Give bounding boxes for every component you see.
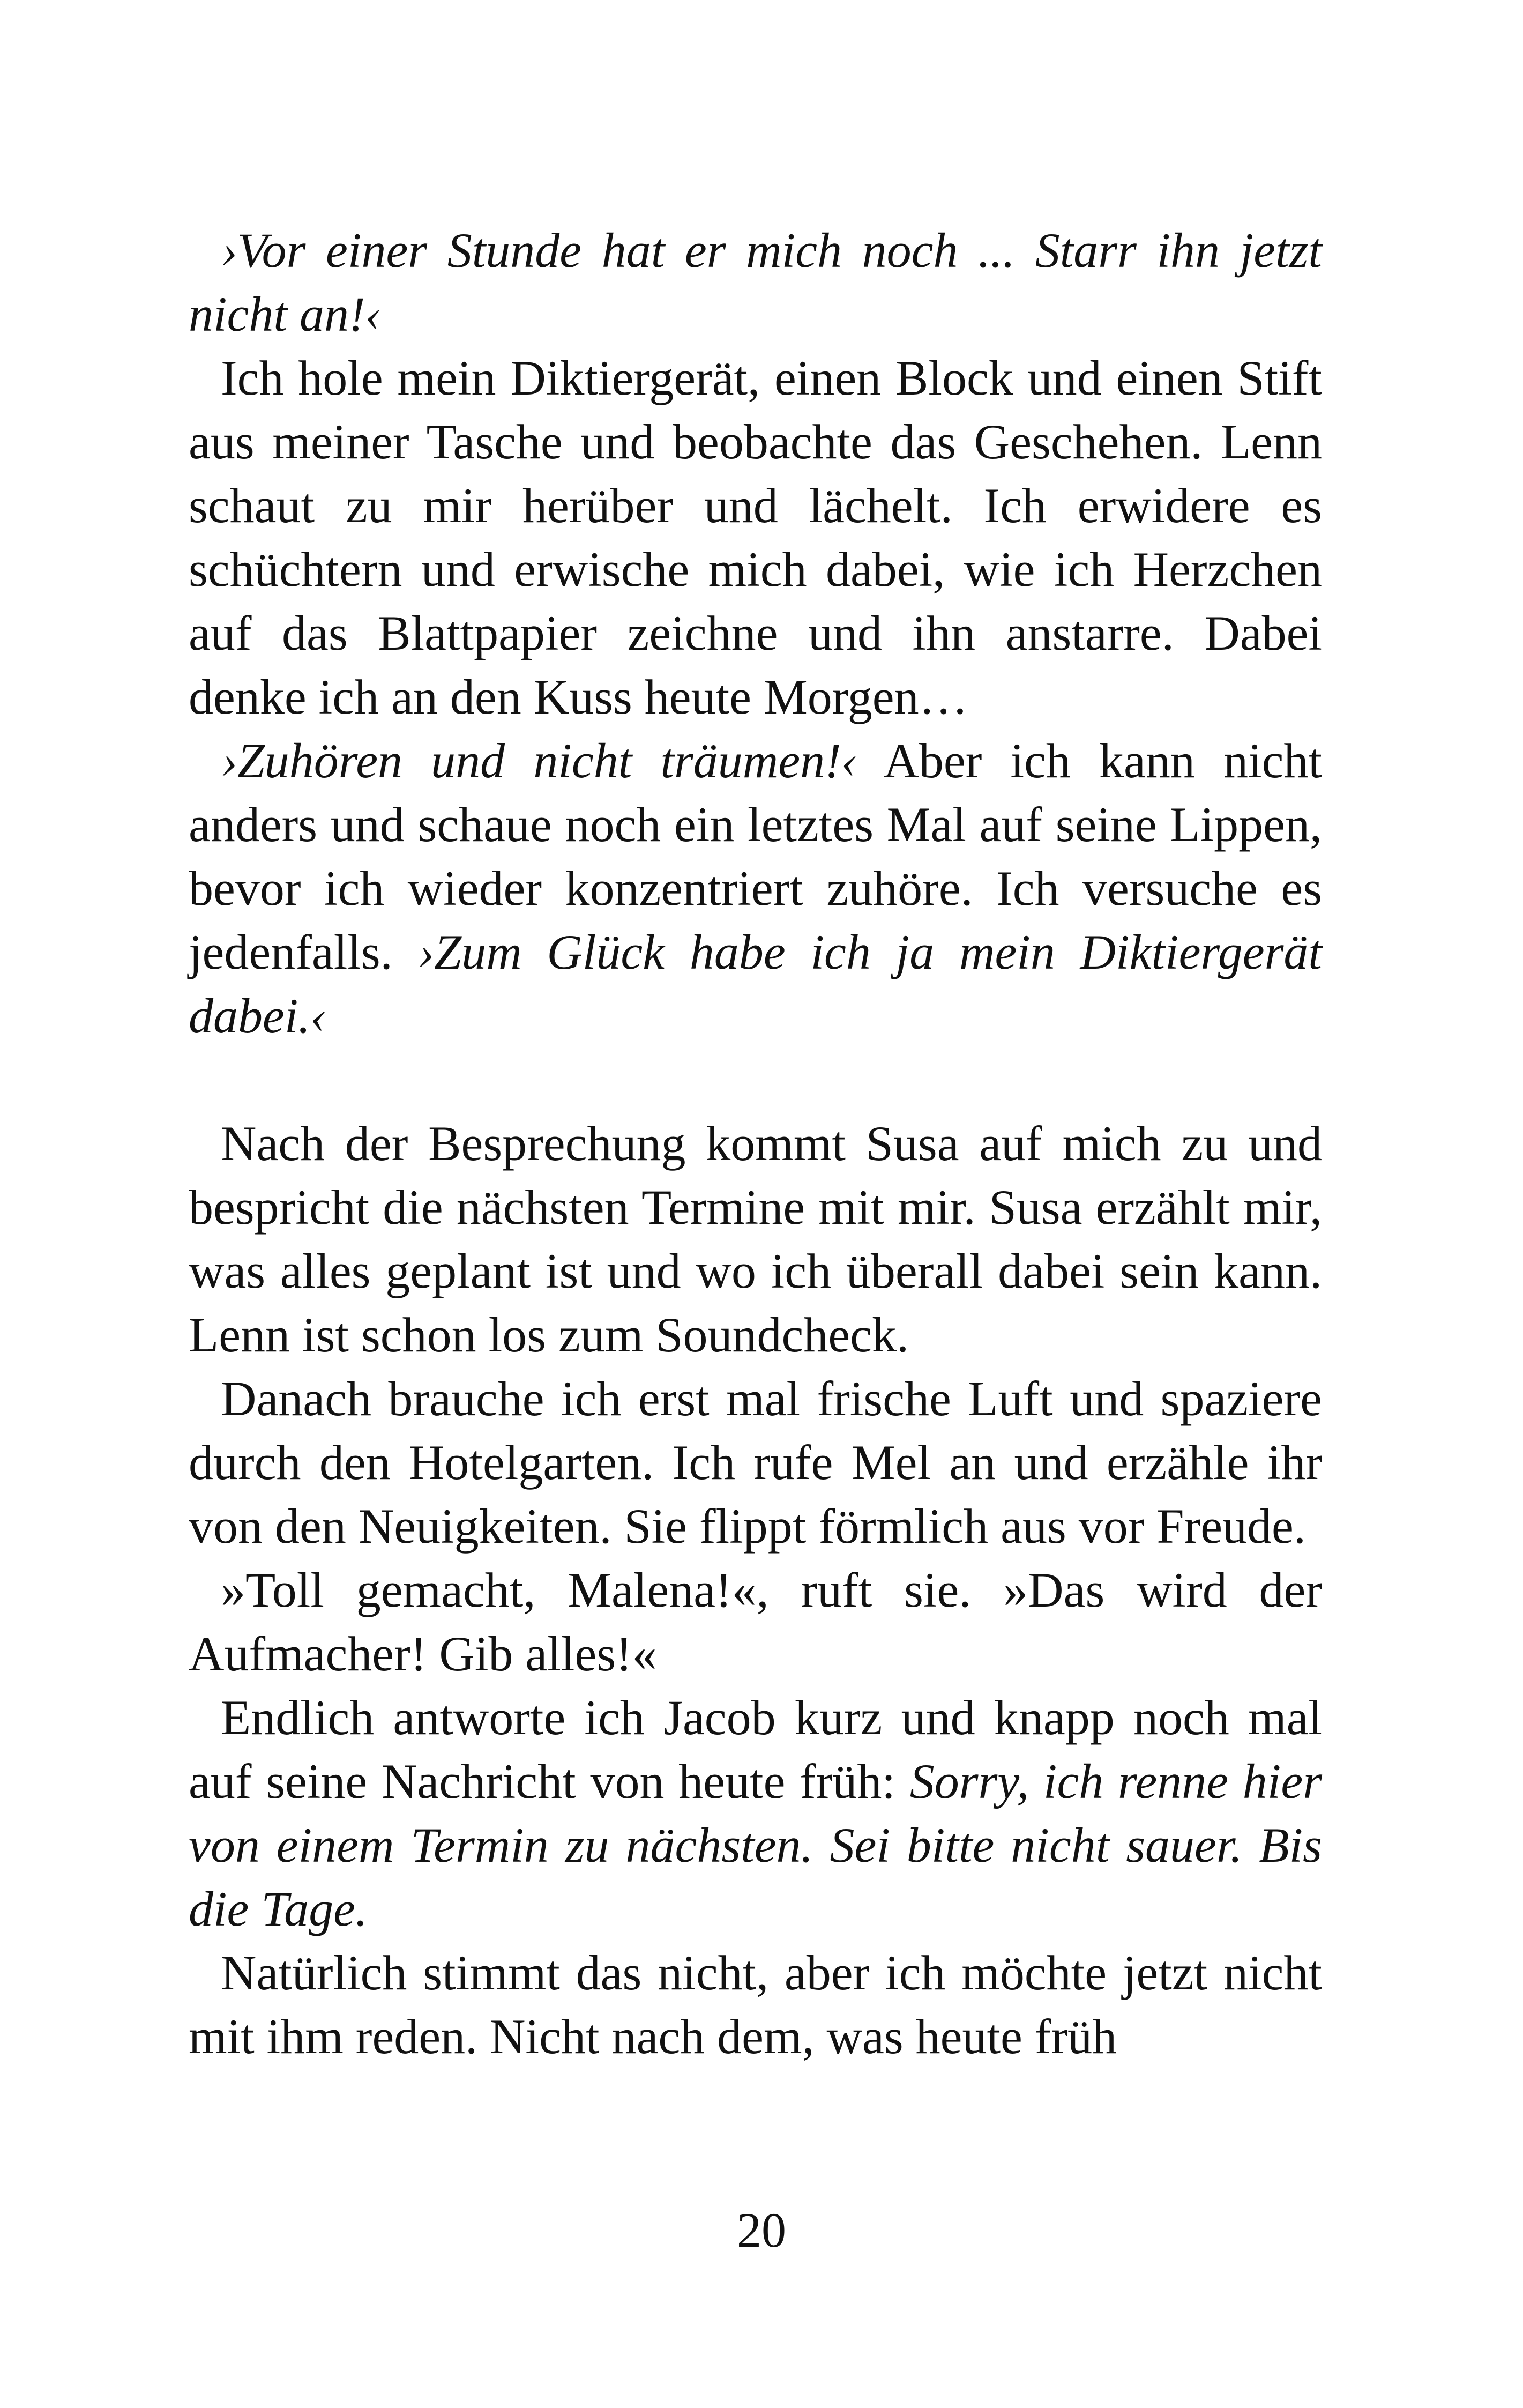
narrative-text: Aber ich kann nicht anders und schaue noch ein letztes Mal auf seine Lippen, bevor ich wieder konzentriert zuhöre. Ich versuche es jedenfalls.	[189, 733, 1322, 979]
paragraph-8	[189, 1941, 1322, 2069]
paragraph-6	[189, 1558, 1322, 1686]
narrative-text: Endlich antworte ich Jacob kurz und knapp noch mal auf seine Nachricht von heute früh:	[189, 1690, 1322, 1809]
narrative-text: Nach der Besprechung kommt Susa auf mich zu und bespricht die nächsten Termine mit mir. Susa erzählt mir, was alles geplant ist und wo ich überall dabei sein kann. Lenn ist schon los zum Soundcheck.	[189, 1116, 1322, 1362]
paragraph-5	[189, 1367, 1322, 1558]
inner-thought-text: ›Zuhören und nicht träumen!‹	[221, 733, 858, 788]
body-text	[189, 219, 1322, 2069]
section-break	[189, 1048, 1322, 1112]
narrative-text: Danach brauche ich erst mal frische Luft und spaziere durch den Hotelgarten. Ich rufe Mel an und erzähle ihr von den Neuigkeiten. Sie flippt förmlich aus vor Freude.	[189, 1371, 1322, 1554]
paragraph-1	[189, 219, 1322, 346]
inner-thought-text: ›Vor einer Stunde hat er mich noch ... Starr ihn jetzt nicht an!‹	[189, 223, 1322, 341]
inner-thought-text: ›Zum Glück habe ich ja mein Diktiergerät dabei.‹	[189, 925, 1322, 1043]
narrative-text: Natürlich stimmt das nicht, aber ich möchte jetzt nicht mit ihm reden. Nicht nach dem, was heute früh	[189, 1945, 1322, 2064]
narrative-text: Ich hole mein Diktiergerät, einen Block und einen Stift aus meiner Tasche und beobachte das Geschehen. Lenn schaut zu mir herüber und lächelt. Ich erwidere es schüchtern und erwische mich dabei, wie ich Herzchen auf das Blattpapier zeichne und ihn anstarre. Dabei denke ich an den Kuss heute Morgen…	[189, 351, 1322, 724]
paragraph-4	[189, 1112, 1322, 1367]
page-number: 20	[737, 2203, 786, 2257]
dialogue-text: »Toll gemacht, Malena!«, ruft sie. »Das wird der Aufmacher! Gib alles!«	[189, 1563, 1322, 1681]
paragraph-2	[189, 346, 1322, 729]
paragraph-3	[189, 729, 1322, 1048]
paragraph-7	[189, 1686, 1322, 1941]
message-text: Sorry, ich renne hier von einem Termin zu nächsten. Sei bitte nicht sauer. Bis die Tage.	[189, 1754, 1323, 1936]
